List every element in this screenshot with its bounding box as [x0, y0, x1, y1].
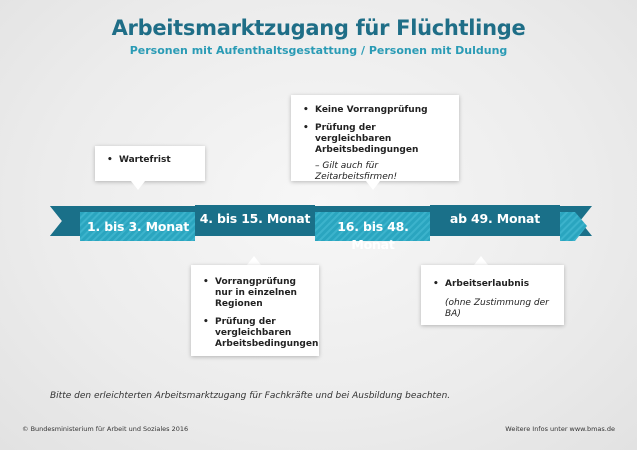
timeline-segment-1: 1. bis 3. Monat	[87, 219, 189, 234]
info-box-phase3	[291, 95, 459, 181]
page-subtitle: Personen mit Aufenthaltsgestattung / Personen mit Duldung	[129, 44, 508, 57]
phase2-item-vorrangpruefung: • Vorrangprüfung nur in einzelnen Regionen	[203, 277, 307, 310]
phase3-item-keine-vorrangpruefung: • Keine Vorrangprüfung	[303, 105, 447, 116]
phase2-pointer	[247, 256, 261, 265]
phase4-item-arbeitserlaubnis: • Arbeitserlaubnis	[433, 279, 552, 290]
phase1-item-wartefrist: • Wartefrist	[107, 155, 193, 166]
footer-note: Bitte den erleichterten Arbeitsmarktzugang für Fachkräfte und bei Ausbildung beachten.	[50, 391, 451, 401]
phase3-item-pruefung: • Prüfung der vergleichbaren Arbeitsbedingungen	[303, 123, 447, 156]
timeline-segment-2: 4. bis 15. Monat	[199, 211, 311, 226]
more-info-text: Weitere Infos unter www.bmas.de	[505, 425, 615, 433]
phase3-pointer	[366, 181, 380, 190]
phase1-pointer	[131, 181, 145, 190]
page-title: Arbeitsmarktzugang für Flüchtlinge	[111, 16, 526, 40]
phase2-item-pruefung: • Prüfung der vergleichbaren Arbeitsbedingungen	[203, 317, 307, 350]
phase4-note: (ohne Zustimmung der BA)	[445, 298, 549, 319]
info-box-phase1	[95, 146, 205, 181]
timeline-tail	[50, 206, 80, 236]
timeline-segment-4: ab 49. Monat	[449, 211, 541, 226]
copyright-text: © Bundesministerium für Arbeit und Soziales 2016	[22, 425, 189, 433]
phase4-pointer	[474, 256, 488, 265]
phase3-note: – Gilt auch für Zeitarbeitsfirmen!	[315, 161, 398, 182]
info-box-phase4	[421, 265, 564, 325]
timeline-segment-3: 16. bis 48. Monat	[337, 219, 409, 252]
info-box-phase2	[191, 265, 319, 356]
